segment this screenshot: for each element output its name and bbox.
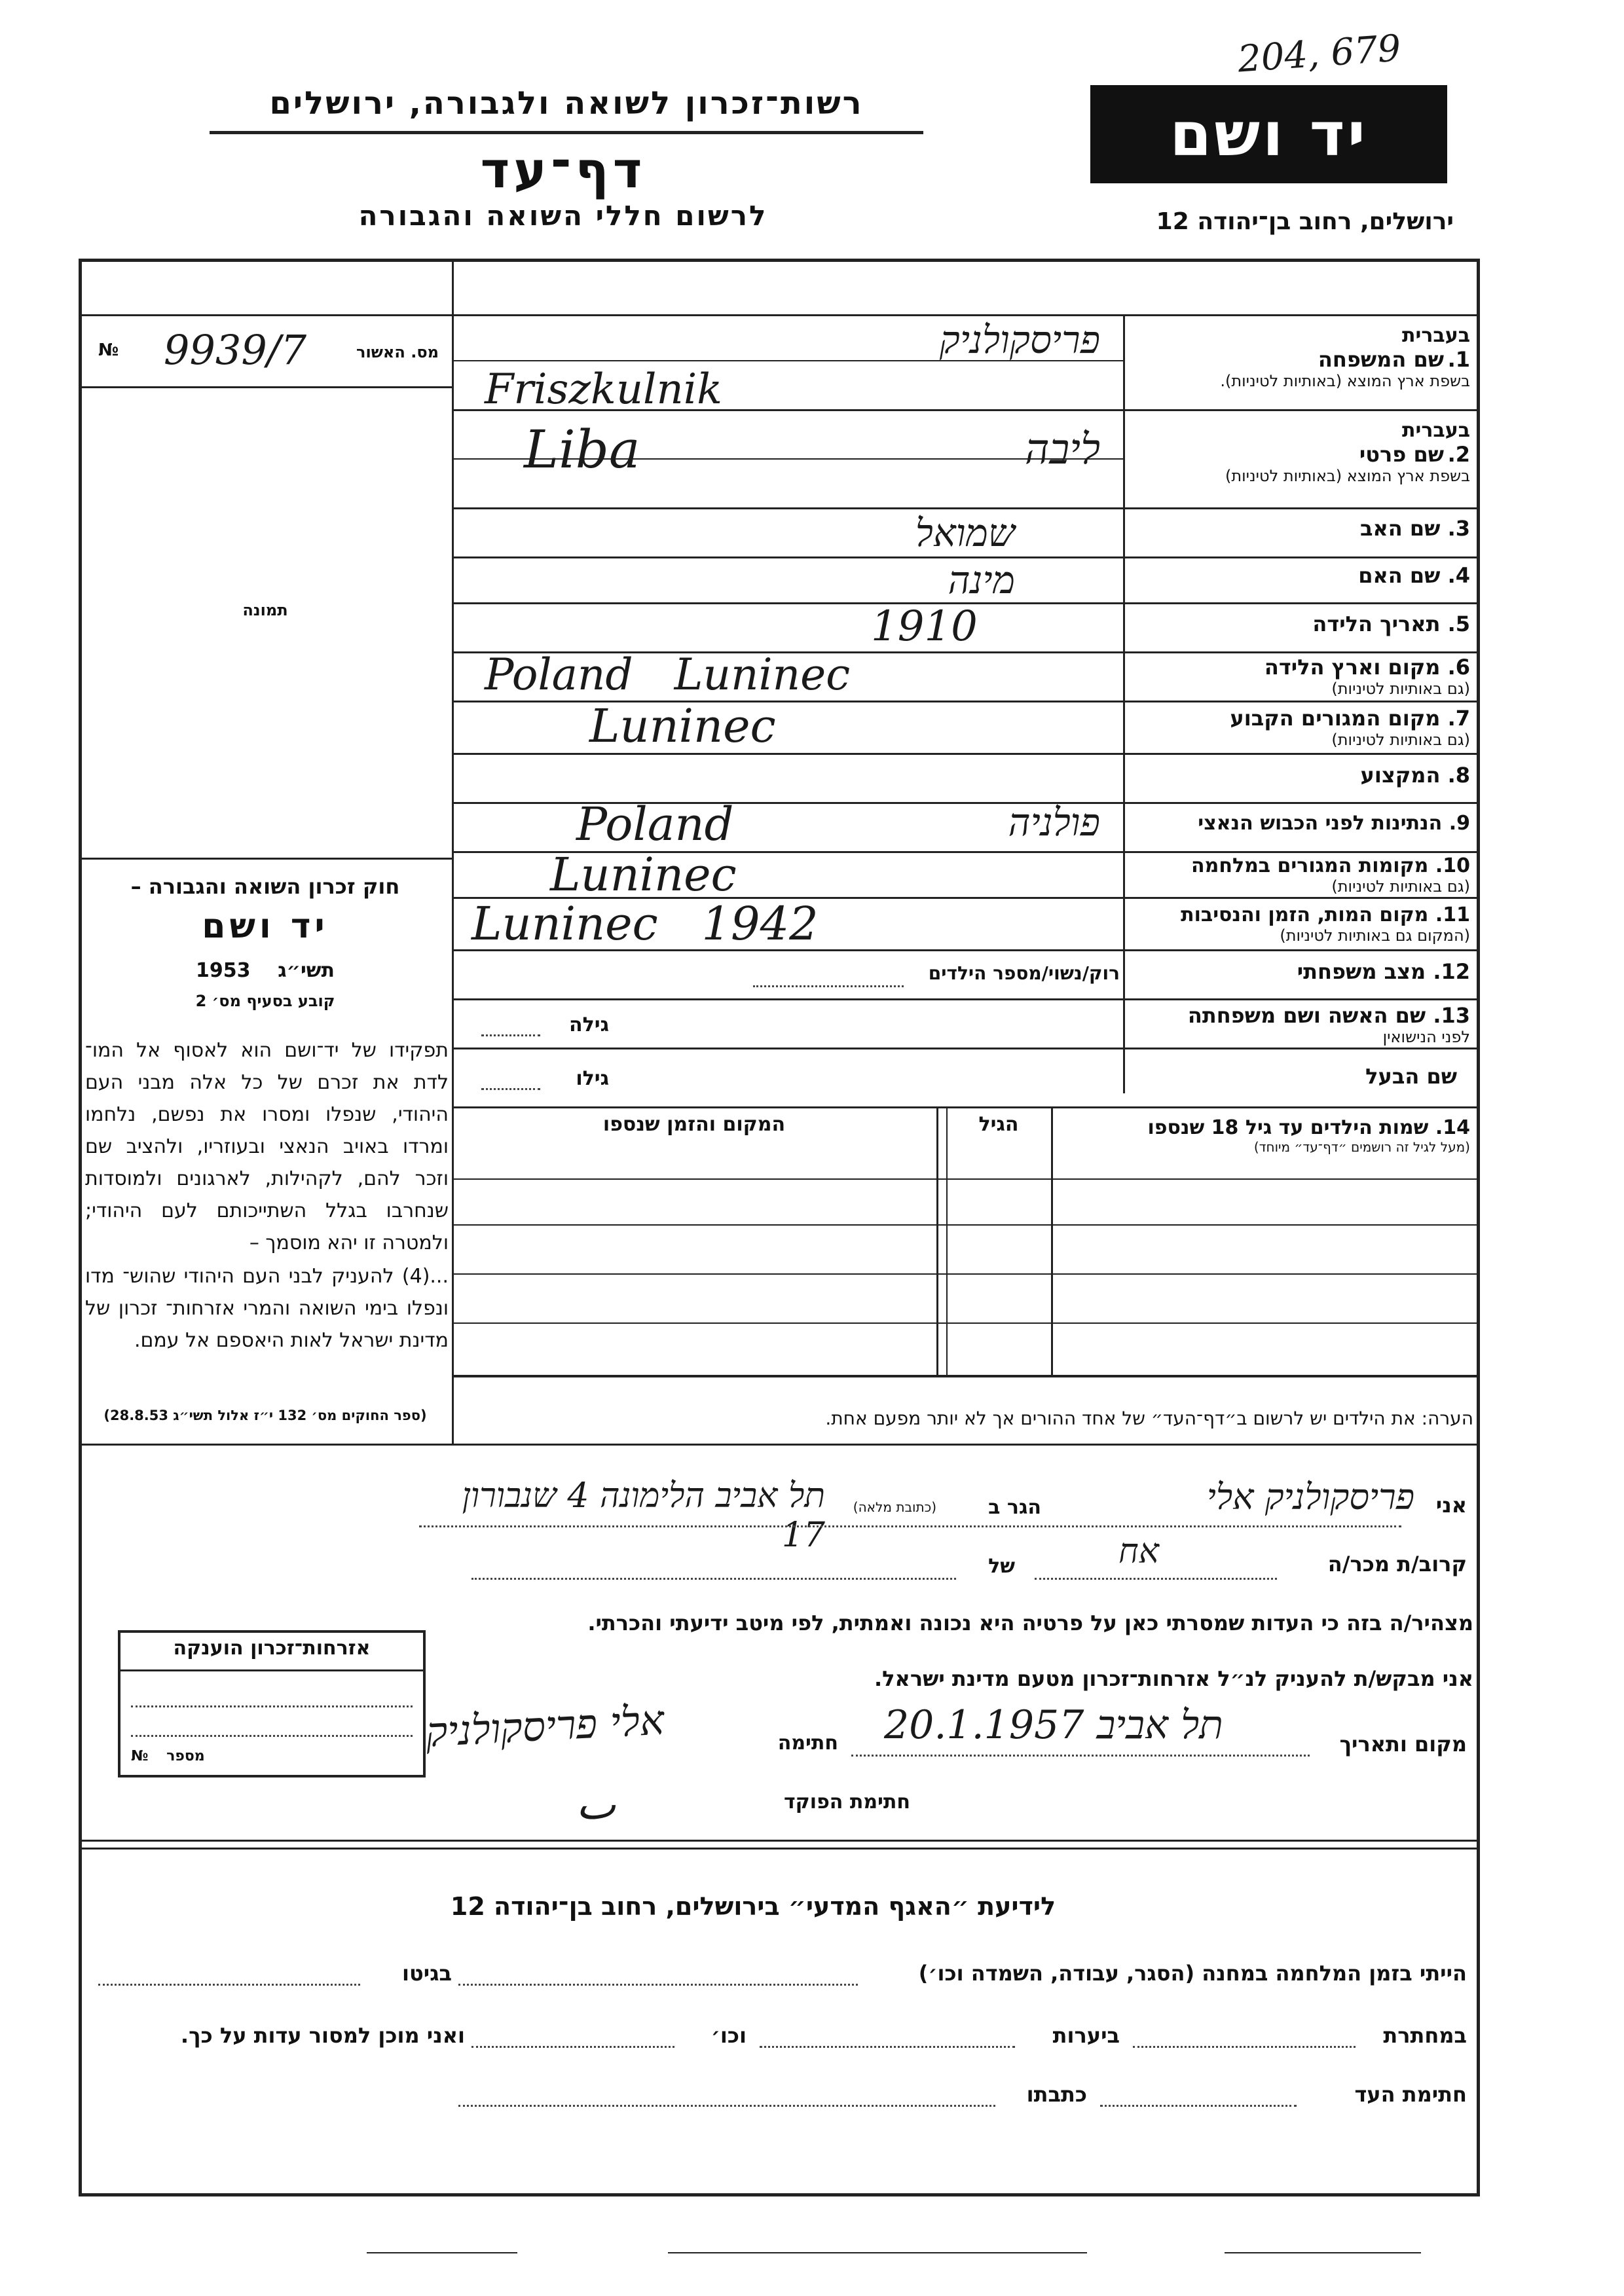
place-date-label: מקום ותאריך (1339, 1732, 1467, 1757)
field-9-value-hebrew: פולניה (1008, 800, 1100, 845)
field-6-name: מקום וארץ הלידה (1264, 655, 1441, 680)
footer-double-line-1 (79, 1840, 1480, 1842)
row-line-2 (452, 507, 1480, 509)
field-8-label (1130, 763, 1470, 788)
memorial-box-no (131, 1748, 413, 1764)
children-header-line (452, 1178, 1480, 1180)
field-10-name: מקומות המגורים במלחמה (1191, 854, 1429, 877)
declarant-name: פריסקולניק אלי (1206, 1476, 1414, 1518)
row-line-7 (452, 753, 1480, 755)
handwritten-archive-id: 204, 679 (1236, 27, 1403, 81)
form-title: דף־עד (480, 141, 646, 199)
yad-vashem-logo (1090, 85, 1447, 183)
field-husband-label (1130, 1064, 1457, 1089)
field-8-number: 8. (1447, 763, 1470, 788)
authority-underline (210, 131, 923, 134)
field-4-value: מינה (948, 558, 1015, 602)
address: ירושלים, רחוב בן־יהודה 12 (1156, 208, 1454, 235)
law-name: יד ושם (202, 907, 329, 946)
law-title: חוק זכרון השואה והגבורה – (130, 874, 400, 899)
field-1-hint: בעברית (1402, 324, 1470, 347)
field-2-hint: בעברית (1402, 419, 1470, 442)
field-9-value-latin: Poland (576, 797, 734, 851)
field-6-value: Poland Luninec (485, 649, 851, 700)
memorial-box-no-prefix: № (131, 1748, 149, 1764)
field-10-value: Luninec (550, 848, 737, 902)
memorial-box-title-line (118, 1669, 426, 1671)
approval-label: מס. האשור (356, 343, 439, 361)
place-date-dots (851, 1755, 1310, 1757)
field-13-name: שם האשה ושם משפחתה (1187, 1003, 1426, 1028)
field-13-sub: לפני הנישואין (1382, 1028, 1470, 1046)
declaration-text: מצהיר/ה בזה כי העדות שמסרתי כאן על פרטיה היא נכונה ואמתית, לפי מיטב ידיעתי והכרתי. (587, 1611, 1473, 1635)
row-line-13 (452, 1048, 1480, 1049)
children-label (1061, 1116, 1470, 1155)
memorial-box-dots-1 (131, 1705, 413, 1707)
row-line-12 (452, 998, 1480, 1000)
field-10-label (1130, 854, 1470, 896)
inspector-signature-label: חתימת הפוקד (784, 1791, 910, 1813)
field-9-label (1130, 812, 1470, 835)
field-7-number: 7. (1447, 706, 1470, 731)
row-line-14 (452, 1106, 1480, 1108)
request-text: אני מבקש/ת להעניק לנ״ל אזרחות־זכרון מטעם מדינת ישראל. (874, 1666, 1473, 1691)
footer-line1: הייתי בזמן המלחמה במחנה (הסגר, עבודה, השמדה וכו׳) (918, 1961, 1467, 1986)
field-2-sub: בשפת ארץ המוצא (באותיות לטיניות) (1225, 467, 1470, 485)
field-7-value: Luninec (589, 699, 776, 753)
children-number: 14. (1435, 1116, 1470, 1139)
place-date-value: תל אביב 20.1.1957 (884, 1702, 1223, 1748)
declarant-relation-label: קרוב/ת מכר/ה (1327, 1552, 1467, 1576)
law-year-number: 1953 (195, 959, 251, 982)
children-col-divider-2 (936, 1106, 938, 1375)
law-text-1: תפקידו של יד־ושם הוא לאסוף אל המו־ לדת את זכרם של כל אלה מבני העם היהודי, שנפלו ומסרו את נפשם, נלחמו ומרדו באויב הנאצי ובעוזריו, ולהציב שם וזכר להם, לקהילות, לארגונים ולמוסדות שנחרבו בגלל השתייכותם לעם היהודי; ולמטרה זו יהא מוסמך – (85, 1039, 449, 1254)
declarant-address-hint: (כתובת מלאה) (853, 1499, 936, 1515)
footer-witness-dots (1100, 2105, 1297, 2107)
logo-text: יד ושם (1170, 99, 1368, 170)
footer-underground-dots (1133, 2046, 1356, 2048)
declarant-line1-label: אני (1435, 1493, 1467, 1518)
children-sub: (מעל לגיל זה רושמים ״דף־עד״ מיוחד) (1253, 1139, 1470, 1155)
footer-forests: ביערות (1052, 2023, 1120, 2048)
field-2-value-latin: Liba (524, 419, 640, 480)
declarant-of-label: של (988, 1555, 1015, 1578)
field-1-number: 1. (1447, 347, 1470, 372)
field-4-number: 4. (1447, 563, 1470, 588)
declarant-signature: אלי פריסקולניק (424, 1696, 665, 1757)
field-husband-age-label: גילו (576, 1067, 609, 1090)
side-approval-line (79, 314, 452, 316)
footer-witness-signature: חתימת העד (1354, 2082, 1467, 2107)
declarant-address: תל אביב הלימונה 4 שנבורון 17 (462, 1476, 825, 1555)
law-text-2: ...(4) להעניק לבני העם היהודי שהוש־ מדו ונפלו בימי השואה והמרי אזרחות־ זכרון של מדינת ישראל לאות היאספם אל עמם. (85, 1265, 449, 1352)
law-source: (ספר החוקים מס׳ 132 י״ז אלול תשי״ג 28.8.53) (103, 1408, 427, 1423)
footer-etc: וכו׳ (710, 2023, 747, 2048)
declarant-relation-value: אח (1118, 1532, 1159, 1571)
photo-box-bottom (79, 858, 452, 860)
law-year-heb: תשי״ג (278, 959, 335, 982)
field-2-number: 2. (1447, 442, 1470, 467)
field-husband-name: שם הבעל (1365, 1064, 1457, 1089)
field-11-sub: (המקום גם באותיות לטיניות) (1280, 926, 1470, 945)
approval-no-prefix: № (98, 340, 119, 360)
memorial-box-no-label: מספר (166, 1748, 205, 1764)
field-4-label (1130, 563, 1470, 588)
field-7-name: מקום המגורים הקבוע (1230, 706, 1441, 731)
field-10-sub: (גם באותיות לטיניות) (1331, 877, 1470, 896)
authority-name: רשות־זכרון לשואה ולגבורה, ירושלים (269, 85, 864, 122)
children-table-bottom (452, 1375, 1480, 1377)
field-8-name: המקצוע (1360, 763, 1441, 788)
field-3-name: שם האב (1359, 516, 1441, 541)
footer-etc-dots (471, 2046, 674, 2048)
footer-forests-dots (760, 2046, 1015, 2048)
field-3-value: שמואל (915, 511, 1015, 555)
children-title: שמות הילדים עד גיל 18 שנספו (1147, 1116, 1429, 1139)
declarant-resides-label: הגר ב (988, 1496, 1041, 1519)
footer-address-label: כתבתו (1026, 2082, 1087, 2107)
footer-line1-dots (458, 1984, 858, 1986)
signature-label: חתימה (777, 1732, 838, 1755)
form-subtitle: לרשום חללי השואה והגבורה (358, 200, 768, 232)
field-10-number: 10. (1435, 854, 1470, 877)
declarant-of-dots (471, 1578, 956, 1580)
field-1-name: שם המשפחה (1318, 347, 1444, 372)
top-row-line (452, 314, 1480, 316)
field-12-fill-line (753, 985, 904, 987)
field-3-number: 3. (1447, 516, 1470, 541)
field-4-name: שם האם (1358, 563, 1441, 588)
field-12-label (1130, 959, 1470, 984)
footer-title: לידיעת ״האגף המדעי״ בירושלים, רחוב בן־יהודה 12 (450, 1892, 1056, 1921)
field-6-label (1130, 655, 1470, 698)
field-13-number: 13. (1433, 1003, 1470, 1028)
below-frame-line-2 (668, 2252, 1087, 2253)
children-note: הערה: את הילדים יש לרשום ב״דף־העד״ של אחד ההורים אך לא יותר מפעם אחת. (825, 1408, 1473, 1429)
field-13-label (1130, 1003, 1470, 1046)
field-11-name: מקום המות, הזמן והנסיבות (1181, 903, 1429, 926)
field-1-sub: בשפת ארץ המוצא (באותיות לטיניות). (1220, 372, 1470, 390)
approval-line-bottom (79, 386, 452, 388)
law-year (85, 959, 445, 982)
field-12-name: מצב משפחתי (1297, 959, 1426, 984)
field-2-value-hebrew: ליבה (1024, 426, 1100, 474)
field-9-number: 9. (1449, 812, 1470, 835)
field-3-label (1130, 516, 1470, 541)
children-col-place: המקום והזמן שנספו (602, 1113, 786, 1136)
field-11-label (1130, 903, 1470, 945)
note-bottom-line (79, 1444, 1480, 1446)
field-husband-age-line (481, 1088, 540, 1090)
field-9-name: הנתינות לפני הכבוש הנאצי (1198, 812, 1443, 835)
field-7-sub: (גם באותיות לטיניות) (1331, 731, 1470, 749)
field-13-age-label: גילה (569, 1013, 609, 1036)
field-1-value-latin: Friszkulnik (485, 365, 722, 414)
photo-label: תמונה (242, 601, 288, 619)
children-row-2 (452, 1273, 1480, 1275)
field-5-label (1130, 611, 1470, 636)
memorial-box-dots-2 (131, 1735, 413, 1737)
approval-number-value: 9939/7 (164, 326, 307, 374)
field-11-value: Luninec 1942 (471, 897, 819, 951)
inspector-signature-mark: ٮ (576, 1781, 616, 1829)
footer-ready-to-testify: ואני מוכן למסור עדות על כך. (180, 2023, 465, 2048)
field-13-age-line (481, 1034, 540, 1036)
declarant-line1-dots (419, 1525, 1401, 1527)
footer-line1-end: בגיטו (402, 1961, 452, 1986)
declarant-relation-dots (1035, 1578, 1277, 1580)
children-row-3 (452, 1322, 1480, 1324)
footer-address-dots (458, 2105, 995, 2107)
field-1-value-hebrew: פריסקולניק (939, 318, 1100, 362)
field-7-label (1130, 706, 1470, 749)
field-6-sub: (גם באותיות לטיניות) (1331, 680, 1470, 698)
field-6-number: 6. (1447, 655, 1470, 680)
field-5-number: 5. (1447, 611, 1470, 636)
below-frame-line-3 (1225, 2252, 1421, 2253)
law-clause: קובע בסעיף מס׳ 2 (195, 992, 335, 1010)
label-column-divider (1123, 314, 1125, 1093)
field-11-number: 11. (1435, 903, 1470, 926)
field-1-label (1130, 324, 1470, 390)
field-5-name: תאריך הלידה (1312, 611, 1441, 636)
children-col-age: הגיל (978, 1113, 1019, 1136)
memorial-box-title: אזרחות־זכרון הוענקה (173, 1637, 371, 1660)
footer-double-line-2 (79, 1848, 1480, 1850)
children-row-1 (452, 1224, 1480, 1226)
field-2-label (1130, 419, 1470, 485)
below-frame-line-1 (367, 2252, 517, 2253)
field-12-options: רוק/נשוי/מספר הילדים (928, 962, 1120, 984)
children-col-divider-3 (946, 1106, 948, 1375)
field-2-name: שם פרטי (1359, 442, 1444, 467)
field-12-number: 12. (1433, 959, 1470, 984)
field-5-value: 1910 (871, 602, 978, 651)
footer-underground: במחתרת (1383, 2023, 1467, 2048)
children-col-divider-1 (1051, 1106, 1053, 1375)
footer-line1-end-dots (98, 1984, 360, 1986)
